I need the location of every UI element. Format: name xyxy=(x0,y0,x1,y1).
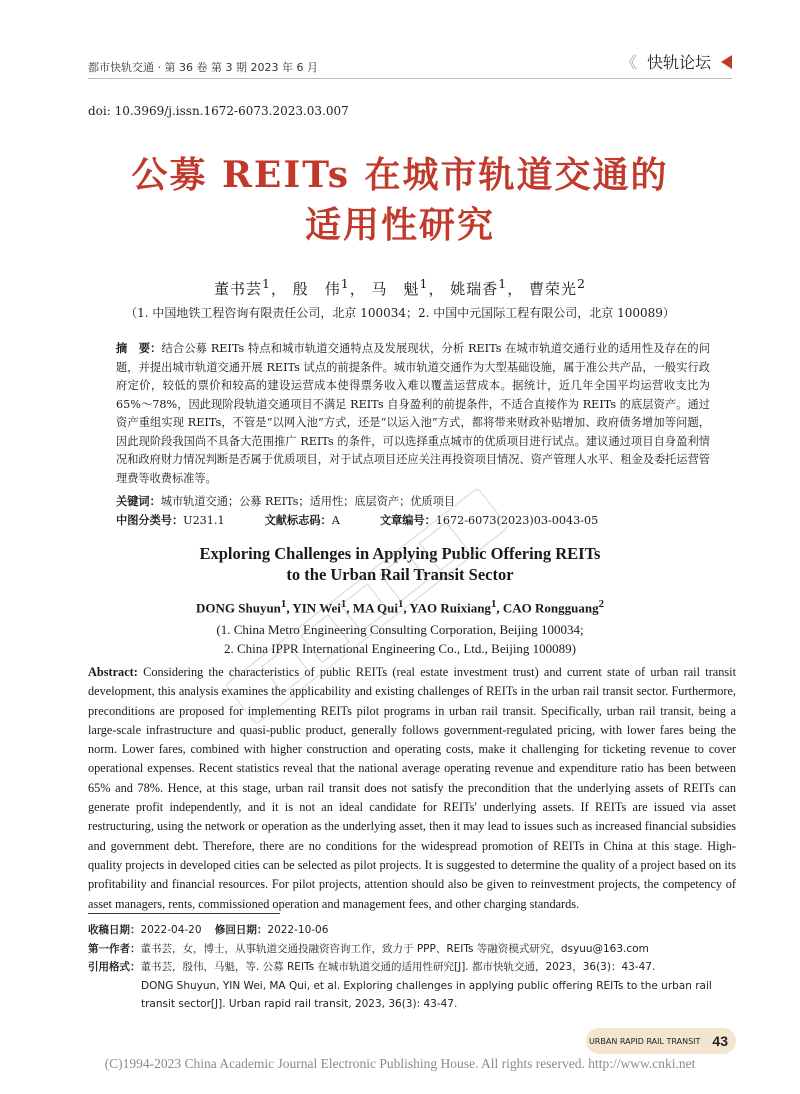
en-author: YAO Ruixiang xyxy=(409,600,491,616)
cn-title-line1: 公募 REITs 在城市轨道交通的 xyxy=(131,154,669,196)
journal-badge-text: URBAN RAPID RAIL TRANSIT xyxy=(588,1036,701,1046)
footnote-rule xyxy=(88,913,280,914)
en-author: MA Qui xyxy=(352,600,398,616)
footnotes xyxy=(88,921,738,1014)
dates-line xyxy=(88,921,738,940)
cn-abstract-label: 摘 要： xyxy=(116,342,162,355)
en-affiliation-line2: 2. China IPPR International Engineering Co., Ltd., Beijing 100089) xyxy=(223,641,577,656)
en-author-sup: 2 xyxy=(598,598,604,610)
en-title xyxy=(0,543,800,585)
en-author-sup: 1 xyxy=(280,598,287,610)
revised-label: 修回日期： xyxy=(214,924,268,936)
en-abstract xyxy=(88,663,736,914)
en-authors: DONG Shuyun$^1$, YIN Wei$^1$, MA Qui$^1$, YAO Ruixiang$^1$, CAO Rongguang$^2$ xyxy=(196,598,604,616)
en-author-sup: 1 xyxy=(490,598,497,610)
cn-author: 姚瑞香 xyxy=(450,280,499,298)
cn-authors: 董书芸$^1$， 殷 伟$^1$， 马 魁$^1$， 姚瑞香$^1$， 曹荣光$^2$ xyxy=(214,276,586,298)
first-author-label: 第一作者： xyxy=(88,942,141,955)
received-label: 收稿日期： xyxy=(88,924,141,936)
en-title-line2: to the Urban Rail Transit Sector xyxy=(286,565,514,584)
page-number: 43 xyxy=(712,1033,728,1049)
en-abstract-text: Considering the characteristics of public REITs (real estate investment trust) and current state of urban rail transit development, this analysis examines the applicability and existing challenges of REITs in the urban rail transit sector. Furthermore, preconditions are proposed for implementing REITs pilot programs in urban rail transit. Specifically, urban rail transit, being a large-scale infrastructure and quasi-public product, generally follows government-regulated pricing, with lower fares being the norm. Lower fares, combined with higher construction and operating costs, make it challenging for ticketing revenue to cover operational expenses. Recent statistics reveal that the national average operating revenue and expenditure ratio has been between 65% and 78%. Hence, at this stage, urban rail transit does not satisfy the precondition that the underlying assets of REITs can generate profit independently, and it is not an ideal candidate for REITs' underlying assets. If REITs are issued via asset restructuring, using the network or operation as the underlying asset, then it may lead to issues such as increased financial subsidies and government debt. Therefore, there are no conditions for the widespread promotion of REITs in China at this stage. High-quality projects in developed cities can be selected as pilot projects. It is suggested to determine the quality of a project based on its profitability and financial resources. For pilot projects, attention should also be given to reinvestment projects, the competency of asset managers, rents, commissioned operation and management fees, and other charging standards. xyxy=(88,665,737,911)
citation-label: 引用格式： xyxy=(88,961,141,973)
clc-label: 中图分类号： xyxy=(116,514,184,527)
en-affiliation-line1: (1. China Metro Engineering Consulting Corporation, Beijing 100034; xyxy=(216,622,584,637)
doc-code-value: A xyxy=(331,514,340,527)
doc-code-label: 文献标志码： xyxy=(264,514,332,527)
cn-author: 马 魁 xyxy=(371,280,420,298)
en-affiliation xyxy=(0,620,800,658)
triangle-icon xyxy=(721,55,732,69)
first-author-line xyxy=(88,940,738,959)
clc-value: U231.1 xyxy=(183,514,225,527)
first-author-text: 董书芸，女，博士，从事轨道交通投融资咨询工作，致力于 PPP、REITs 等融资模式研究，dsyuu@163.com xyxy=(140,942,649,955)
cn-title xyxy=(0,150,800,250)
page-badge xyxy=(586,1028,736,1054)
article-no-label: 文章编号： xyxy=(379,514,436,527)
cn-classification xyxy=(116,512,710,528)
en-author: YIN Wei xyxy=(292,600,341,616)
cn-author-sup: 1 xyxy=(419,276,429,291)
en-title-line1: Exploring Challenges in Applying Public Offering REITs xyxy=(199,544,601,563)
revised-date: 2022-10-06 xyxy=(267,924,329,936)
citation-line xyxy=(88,958,738,977)
section-header xyxy=(621,50,732,73)
cn-author: 殷 伟 xyxy=(292,280,341,298)
citation-en: DONG Shuyun, YIN Wei, MA Qui, et al. Exploring challenges in applying public offering REITs to the urban rail transit sector[J]. Urban rapid rail transit, 2023, 36(3): 43-47. xyxy=(141,979,712,1010)
en-author-sup: 1 xyxy=(397,598,404,610)
cn-keywords xyxy=(116,493,710,509)
cn-affiliation: （1. 中国地铁工程咨询有限责任公司，北京 100034；2. 中国中元国际工程有限公司，北京 100089） xyxy=(125,306,675,320)
en-author: CAO Rongguang xyxy=(502,600,599,616)
cn-abstract xyxy=(116,340,710,488)
en-author-sup: 1 xyxy=(340,598,347,610)
en-author: DONG Shuyun xyxy=(196,600,281,616)
cn-keywords-text: 城市轨道交通；公募 REITs；适用性；底层资产；优质项目 xyxy=(160,495,456,508)
cn-author-sup: 1 xyxy=(262,276,271,291)
section-title: 快轨论坛 xyxy=(646,53,711,72)
cn-author: 曹荣光 xyxy=(529,280,578,298)
citation-cn: 董书芸，殷伟，马魁，等. 公募 REITs 在城市轨道交通的适用性研究[J]. 都市快轨交通，2023，36(3)：43-47. xyxy=(140,961,656,973)
cn-title-line2: 适用性研究 xyxy=(304,204,495,246)
cn-author-sup: 1 xyxy=(498,276,508,291)
en-abstract-label: Abstract: xyxy=(88,665,138,679)
cn-author-sup: 1 xyxy=(340,276,350,291)
copyright-line: (C)1994-2023 China Academic Journal Electronic Publishing House. All rights reserved. http://www.cnki.net xyxy=(104,1056,696,1071)
journal-issue: 都市快轨交通 · 第 36 卷 第 3 期 2023 年 6 月 xyxy=(88,61,318,74)
cn-author: 董书芸 xyxy=(214,280,263,298)
received-date: 2022-04-20 xyxy=(140,924,202,936)
double-chevron-icon: 《 xyxy=(620,53,637,72)
header-rule xyxy=(88,78,732,79)
cn-author-sup: 2 xyxy=(577,276,586,291)
article-no-value: 1672-6073(2023)03-0043-05 xyxy=(435,514,599,527)
cn-keywords-label: 关键词： xyxy=(116,495,161,508)
cn-abstract-text: 结合公募 REITs 特点和城市轨道交通特点及发展现状，分析 REITs 在城市轨道交通行业的适用性及存在的问题，并提出城市轨道交通开展 REITs 试点的前提条件。城市轨道交通作为大型基础设施，属于准公共产品，一般实行政府定价，较低的票价和较高的建设运营成本使得票务收入难以覆盖运营成本。据统计，近几年全国平均运营收支比为 65%～78%，因此现阶段轨道交通项目不满足 REITs 自身盈利的前提条件，不适合直接作为 REITs 的底层资产。通过资产重组实现 REITs，不管是“以网入池”方式，还是“以运入池”方式，都将带来财政补贴增加、政府债务增加等问题，因此现阶段我国尚不具备大范围推广 REITs 的条件，可以选择重点城市的优质项目进行试点。建议通过项目自身盈利情况和政府财力情况判断是否属于优质项目，对于试点项目还应关注再投资项目情况、资产管理人水平、租金及委托运营管理费等收费标准等。 xyxy=(116,342,710,485)
doi: doi: 10.3969/j.issn.1672-6073.2023.03.007 xyxy=(88,104,349,118)
